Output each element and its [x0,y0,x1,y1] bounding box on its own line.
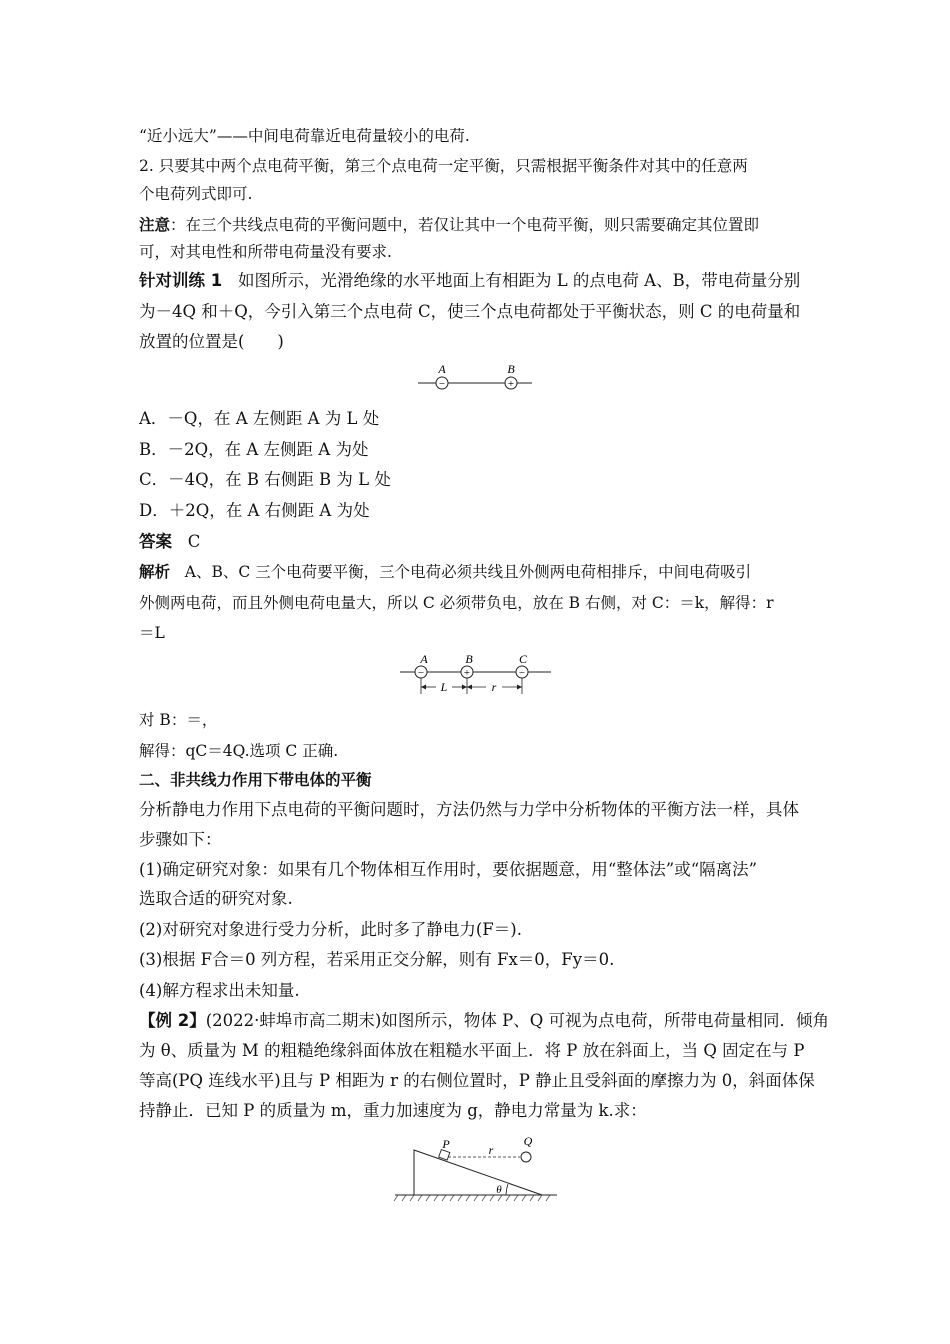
charge-b-sign: + [507,378,515,390]
explanation-line [139,561,811,583]
step-1-cont: 选取合适的研究对象. [139,889,293,908]
step-3: (3)根据 F合＝0 列方程，若采用正交分解，则有 Fx＝0，Fy＝0. [139,950,615,969]
charge-b-sign: + [463,667,471,679]
r-label: r [488,1143,494,1157]
charge-b-label: B [465,652,473,666]
note-text: ：在三个共线点电荷的平衡问题中，若仅让其中一个电荷平衡，则只需要确定其位置即 [170,216,760,234]
text-line: 为－4Q 和＋Q，今引入第三个点电荷 C，使三个点电荷都处于平衡状态，则 C 的电荷量和 [139,302,801,321]
distance-l-label: L [440,680,448,694]
charge-b-label: B [507,362,515,376]
option-d: D．＋2Q，在 A 右侧距 A 为处 [139,501,370,520]
exercise-label: 针对训练 1 [139,271,223,290]
text-line: 外侧两电荷，而且外侧电荷电量大，所以 C 必须带负电，放在 B 右侧，对 C：＝k，解得：r [139,594,774,612]
charge-c-sign: − [518,667,526,679]
text-line: 为 θ、质量为 M 的粗糙绝缘斜面体放在粗糙水平面上．将 P 放在斜面上，当 Q 固定在与 P [139,1041,805,1060]
note-label: 注意 [139,216,171,234]
charge-c-label: C [518,652,528,666]
p-label: P [442,1137,450,1151]
explanation-label: 解析 [139,563,171,581]
text-line: 对 B：＝， [139,711,218,729]
answer-label: 答案 [139,532,172,551]
answer-value: C [187,532,201,551]
charge-a-label: A [420,652,428,666]
option-a: A．－Q，在 A 左侧距 A 为 L 处 [139,409,380,428]
explanation-text: A、B、C 三个电荷要平衡，三个电荷必须共线且外侧两电荷相排斥，中间电荷吸引 [184,563,752,581]
note-line [139,214,811,236]
text-line: 解得：qC＝4Q.选项 C 正确. [139,742,339,760]
text-line: 个电荷列式即可. [139,185,253,203]
theta-label: θ [496,1184,502,1196]
text-line: 放置的位置是( ) [139,332,284,351]
text-line: 分析静电力作用下点电荷的平衡问题时，方法仍然与力学中分析物体的平衡方法一样，具体 [139,800,799,819]
example-text: (2022·蚌埠市高二期末)如图所示，物体 P、Q 可视为点电荷，所带电荷量相同．倾角 [205,1011,829,1030]
text-line: 可，对其电性和所带电荷量没有要求. [139,243,392,261]
option-c: C．－4Q，在 B 右侧距 B 为 L 处 [139,470,391,489]
step-4: (4)解方程求出未知量. [139,981,300,1000]
exercise-line [139,270,811,292]
text-line: “近小远大”——中间电荷靠近电荷量较小的电荷. [139,127,470,145]
figure-charges-ab [415,360,535,392]
text-line: 步骤如下： [139,830,222,849]
exercise-text: 如图所示，光滑绝缘的水平地面上有相距为 L 的点电荷 A、B，带电荷量分别 [237,271,801,290]
text-line: ＝L [139,624,165,642]
section-heading: 二、非共线力作用下带电体的平衡 [139,771,372,789]
option-b: B．－2Q，在 A 左侧距 A 为处 [139,440,369,459]
figure-incline [392,1132,560,1204]
q-label: Q [523,1134,533,1148]
charge-a-label: A [438,362,446,376]
example-label: 【例 2】 [139,1011,206,1030]
text-line: 等高(PQ 连线水平)且与 P 相距为 r 的右侧位置时，P 静止且受斜面的摩擦力为 0，斜面体保 [139,1071,815,1090]
distance-r-label: r [491,680,497,694]
example-line [139,1010,829,1032]
step-1: (1)确定研究对象：如果有几个物体相互作用时，要依据题意，用“整体法”或“隔离法” [139,860,758,879]
text-line: 持静止．已知 P 的质量为 m，重力加速度为 g，静电力常量为 k.求： [139,1101,647,1120]
figure-charges-abc [398,650,553,698]
charge-a-sign: − [417,667,425,679]
step-2: (2)对研究对象进行受力分析，此时多了静电力(F＝). [139,920,522,939]
text-line: 2. 只要其中两个点电荷平衡，第三个点电荷一定平衡，只需根据平衡条件对其中的任意两 [139,157,748,175]
answer-line [139,531,811,553]
charge-a-sign: − [438,378,446,390]
